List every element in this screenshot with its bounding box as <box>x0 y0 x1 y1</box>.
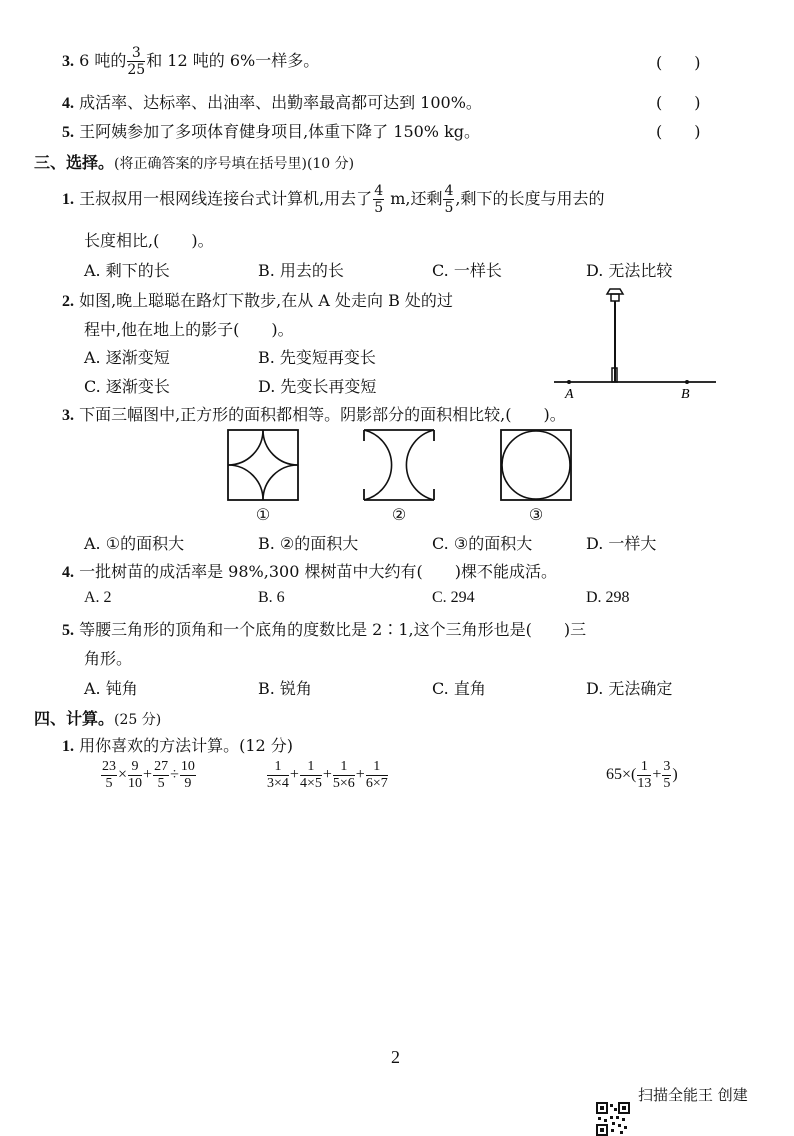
judge-q3 <box>62 46 319 77</box>
choice-q5 <box>62 617 586 640</box>
option-c[interactable]: C. 逐渐变长 <box>84 377 170 396</box>
question-text: 王叔叔用一根网线连接台式计算机,用去了 <box>79 189 373 208</box>
fraction-numerator: 1 <box>267 760 289 776</box>
question-number: 5. <box>62 124 74 141</box>
option-c[interactable]: C. 294 <box>432 589 475 606</box>
question-text: 王阿姨参加了多项体育健身项目,体重下降了 150% kg。 <box>79 122 481 141</box>
watermark-brand: 扫描全能王 创建 <box>638 1086 748 1104</box>
fraction <box>373 184 384 215</box>
fraction <box>267 760 289 791</box>
fraction-numerator: 10 <box>180 759 195 774</box>
fraction-numerator: 4 <box>374 183 384 199</box>
fraction <box>662 760 671 791</box>
fraction-numerator: 1 <box>637 760 651 776</box>
fraction-denominator: 5 <box>105 776 113 791</box>
option-a[interactable]: A. ①的面积大 <box>84 534 185 553</box>
point-b <box>685 380 689 384</box>
question-text: 一批树苗的成活率是 98%,300 棵树苗中大约有( )棵不能成活。 <box>79 562 557 581</box>
fraction-denominator: 3×4 <box>267 776 289 791</box>
question-text: 程中,他在地上的影子( )。 <box>84 320 294 339</box>
fraction <box>127 46 145 77</box>
answer-blank[interactable]: ( ) <box>656 93 701 112</box>
option-d[interactable]: D. 无法确定 <box>586 679 673 698</box>
option-c[interactable]: C. 直角 <box>432 679 486 698</box>
option-d[interactable]: D. 一样大 <box>586 534 657 553</box>
section-score: (25 分) <box>114 712 162 728</box>
operator: + <box>355 766 365 784</box>
judge-q4 <box>62 90 482 113</box>
section-heading <box>34 706 161 729</box>
question-number: 3. <box>62 407 74 424</box>
question-text: 长度相比,( )。 <box>84 231 214 250</box>
question-text: m,还剩 <box>385 189 443 208</box>
option-a[interactable]: A. 剩下的长 <box>84 261 170 280</box>
option-b[interactable]: B. 用去的长 <box>258 261 344 280</box>
expression-3 <box>606 760 678 791</box>
question-text: ,剩下的长度与用去的 <box>455 189 605 208</box>
section-title: 四、计算。 <box>34 709 115 728</box>
question-text: 6 吨的 <box>79 51 127 70</box>
option-b[interactable]: B. 先变短再变长 <box>258 348 376 367</box>
fraction-numerator: 4 <box>444 183 454 199</box>
fraction <box>300 760 322 791</box>
option-a[interactable]: A. 逐渐变短 <box>84 348 170 367</box>
fraction <box>153 760 169 791</box>
fraction-numerator: 27 <box>154 759 169 774</box>
option-b[interactable]: B. ②的面积大 <box>258 534 359 553</box>
fraction-numerator: 9 <box>128 760 142 776</box>
fraction-denominator: 9 <box>184 776 192 791</box>
fraction <box>128 760 142 791</box>
option-d[interactable]: D. 先变长再变短 <box>258 377 377 396</box>
question-text: 用你喜欢的方法计算。(12 分) <box>79 736 294 755</box>
label-b: B <box>681 387 690 402</box>
operator: + <box>652 766 662 784</box>
fraction-denominator: 6×7 <box>365 776 388 791</box>
fraction-denominator: 5 <box>444 200 454 216</box>
fraction-numerator: 3 <box>127 46 145 62</box>
fraction-numerator: 1 <box>366 760 388 776</box>
qr-code-icon <box>596 1102 630 1136</box>
expression-text: 65×( <box>606 766 637 784</box>
fraction <box>443 184 454 215</box>
fraction-numerator: 1 <box>300 760 322 776</box>
choice-q1 <box>62 184 604 215</box>
fraction <box>637 760 651 791</box>
option-a[interactable]: A. 2 <box>84 589 112 606</box>
fraction-denominator: 10 <box>128 776 143 791</box>
question-number: 1. <box>62 191 74 208</box>
expression-2 <box>266 760 389 791</box>
fraction-denominator: 5 <box>157 776 165 791</box>
question-number: 5. <box>62 622 74 639</box>
question-text: 成活率、达标率、出油率、出勤率最高都可达到 100%。 <box>79 93 482 112</box>
page-number: 2 <box>391 1047 400 1067</box>
option-c[interactable]: C. ③的面积大 <box>432 534 533 553</box>
answer-blank[interactable]: ( ) <box>656 53 701 72</box>
question-number: 1. <box>62 738 74 755</box>
square-figure-3 <box>500 429 572 501</box>
fraction-denominator: 4×5 <box>299 776 322 791</box>
fraction <box>333 760 355 791</box>
figure-caption-1: ① <box>255 505 271 524</box>
label-a: A <box>565 387 574 402</box>
fraction-numerator: 1 <box>333 760 355 776</box>
question-number: 2. <box>62 293 74 310</box>
lamp-bulb-icon <box>611 294 619 301</box>
fraction-numerator: 3 <box>663 759 671 774</box>
question-number: 4. <box>62 95 74 112</box>
fraction-numerator: 23 <box>102 759 116 774</box>
fraction-denominator: 5 <box>374 200 384 216</box>
fraction <box>180 760 196 791</box>
figure-caption-2: ② <box>391 505 407 524</box>
question-text: 下面三幅图中,正方形的面积都相等。阴影部分的面积相比较,( )。 <box>79 405 566 424</box>
fraction-denominator: 5 <box>663 776 671 791</box>
option-d[interactable]: D. 298 <box>586 589 630 606</box>
question-number: 4. <box>62 564 74 581</box>
answer-blank[interactable]: ( ) <box>656 122 701 141</box>
option-b[interactable]: B. 6 <box>258 589 285 606</box>
operator: + <box>322 766 332 784</box>
fraction-denominator: 13 <box>637 776 652 791</box>
choice-q3 <box>62 402 566 425</box>
street-lamp-figure <box>554 282 720 404</box>
fraction <box>101 760 117 791</box>
square-figure-1 <box>227 429 299 501</box>
option-d[interactable]: D. 无法比较 <box>586 261 673 280</box>
fraction <box>366 760 388 791</box>
question-text: 如图,晚上聪聪在路灯下散步,在从 A 处走向 B 处的过 <box>79 291 453 310</box>
question-text: 等腰三角形的顶角和一个底角的度数比是 2∶1,这个三角形也是( )三 <box>79 620 587 639</box>
fraction-denominator: 5×6 <box>332 776 355 791</box>
operator: + <box>143 766 153 784</box>
choice-q4 <box>62 559 557 582</box>
section-title: 三、选择。 <box>34 153 115 172</box>
option-c[interactable]: C. 一样长 <box>432 261 502 280</box>
figure-caption-3: ③ <box>528 505 544 524</box>
fraction-denominator: 25 <box>127 62 146 78</box>
section-heading <box>34 150 354 173</box>
question-text: 和 12 吨的 6%一样多。 <box>146 51 320 70</box>
choice-q2 <box>62 288 453 311</box>
section-note: (将正确答案的序号填在括号里)(10 分) <box>114 156 355 172</box>
calc-q1 <box>62 733 293 756</box>
operator: + <box>289 766 299 784</box>
question-text: 角形。 <box>84 649 133 668</box>
point-a <box>567 380 571 384</box>
question-number: 3. <box>62 53 74 70</box>
expression-1 <box>100 760 197 791</box>
square-figure-2 <box>363 429 435 501</box>
expression-text: ) <box>672 766 678 784</box>
operator: ÷ <box>170 766 179 784</box>
operator: × <box>118 766 128 784</box>
judge-q5 <box>62 119 480 142</box>
option-a[interactable]: A. 钝角 <box>84 679 138 698</box>
option-b[interactable]: B. 锐角 <box>258 679 312 698</box>
